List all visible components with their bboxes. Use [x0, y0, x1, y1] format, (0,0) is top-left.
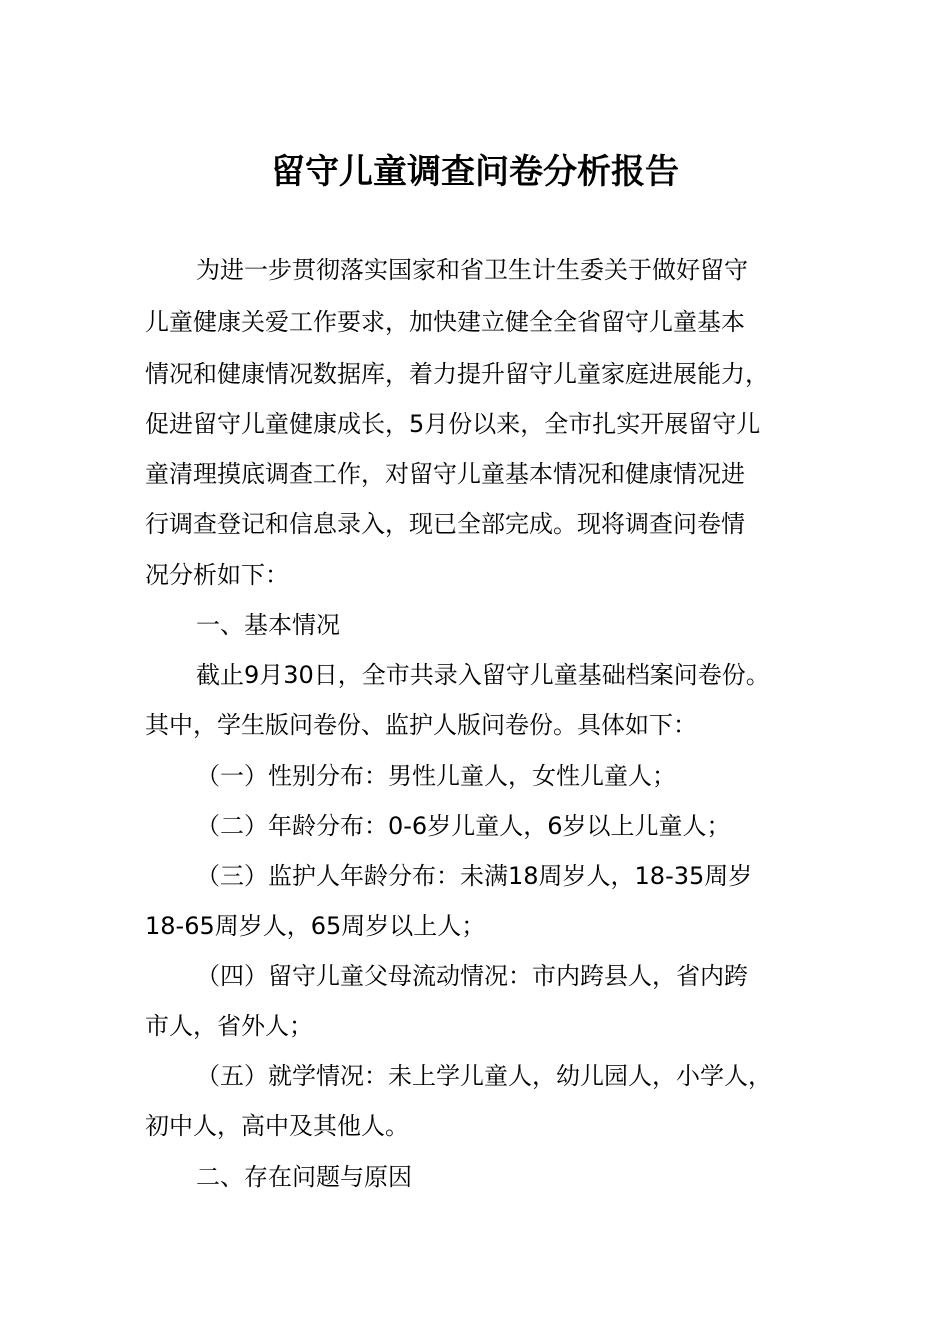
list-item: （一）性别分布：男性儿童人，女性儿童人； — [196, 762, 676, 790]
paragraph-line: 情况和健康情况数据库，着力提升留守儿童家庭进展能力， — [145, 360, 769, 388]
section-heading: 一、基本情况 — [196, 611, 340, 639]
paragraph-line: 促进留守儿童健康成长，5月份以来，全市扎实开展留守儿 — [145, 410, 761, 438]
paragraph-line: 其中，学生版问卷份、监护人版问卷份。具体如下： — [145, 711, 697, 739]
paragraph-line: 童清理摸底调查工作，对留守儿童基本情况和健康情况进 — [145, 460, 745, 488]
list-item: （五）就学情况：未上学儿童人，幼儿园人，小学人， — [196, 1062, 772, 1090]
section-heading: 二、存在问题与原因 — [196, 1163, 412, 1191]
list-item-continuation: 18-65周岁人，65周岁以上人； — [145, 912, 486, 940]
paragraph-line: 况分析如下： — [145, 561, 289, 589]
document-title: 留守儿童调查问卷分析报告 — [271, 152, 679, 192]
list-item-continuation: 初中人，高中及其他人。 — [145, 1112, 409, 1140]
list-item: （四）留守儿童父母流动情况：市内跨县人，省内跨 — [196, 962, 748, 990]
paragraph-line: 儿童健康关爱工作要求，加快建立健全全省留守儿童基本 — [145, 308, 745, 336]
paragraph-line: 截止9月30日，全市共录入留守儿童基础档案问卷份。 — [196, 661, 770, 689]
list-item: （二）年龄分布：0-6岁儿童人，6岁以上儿童人； — [196, 812, 731, 840]
paragraph-line: 为进一步贯彻落实国家和省卫生计生委关于做好留守 — [196, 256, 748, 284]
paragraph-line: 行调查登记和信息录入，现已全部完成。现将调查问卷情 — [145, 510, 745, 538]
list-item-continuation: 市人，省外人； — [145, 1012, 313, 1040]
list-item: （三）监护人年龄分布：未满18周岁人，18-35周岁 — [196, 862, 753, 890]
